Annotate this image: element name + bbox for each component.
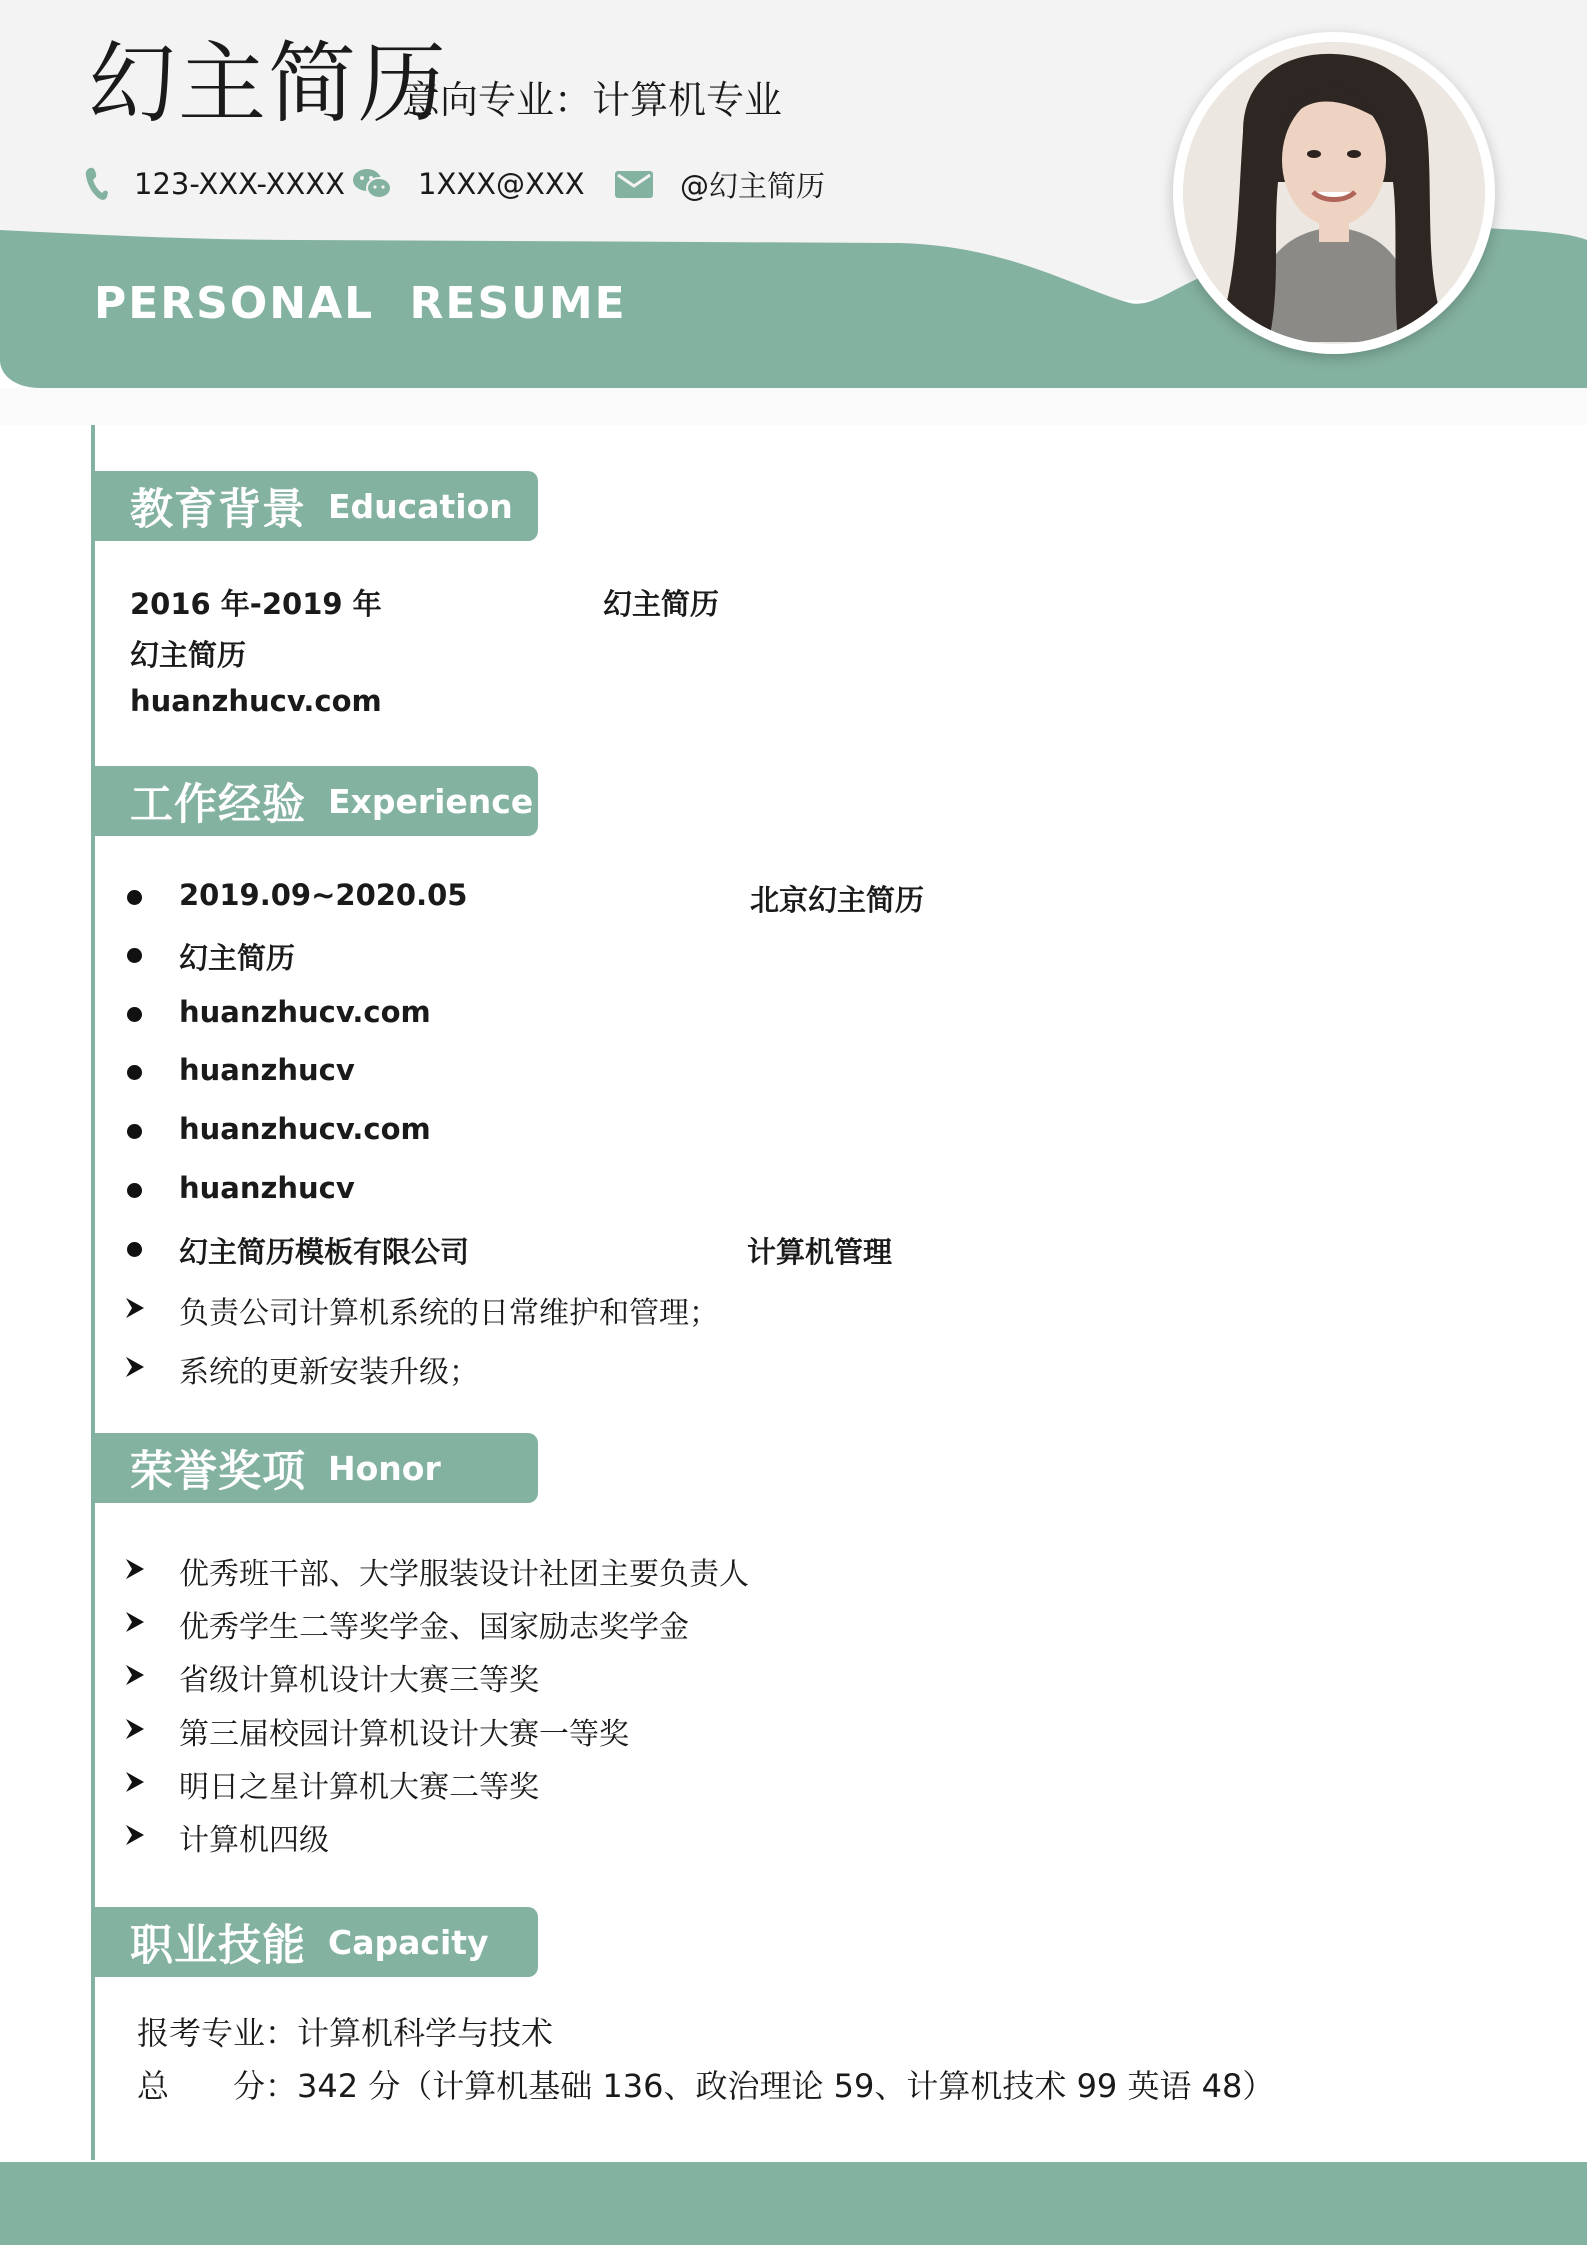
honor-item: 第三届校园计算机设计大赛一等奖: [179, 1717, 629, 1752]
experience-bullet: 幻主简历: [179, 941, 296, 975]
section-header-experience: [94, 766, 538, 836]
arrow-bullet-icon: [125, 1664, 145, 1686]
phone-number: 123-XXX-XXXX: [134, 167, 346, 201]
bullet-dot: [127, 1065, 142, 1080]
arrow-bullet-icon: [125, 1824, 145, 1846]
experience-bullet: huanzhucv: [179, 1053, 355, 1087]
section-header-education: [94, 471, 538, 541]
education-major: 幻主简历: [130, 638, 247, 672]
honor-item: 优秀班干部、大学服装设计社团主要负责人: [179, 1557, 749, 1592]
profile-photo-frame: [1173, 32, 1495, 354]
capacity-major: 报考专业：计算机科学与技术: [137, 2014, 554, 2052]
arrow-bullet-icon: [125, 1771, 145, 1793]
education-school: 幻主简历: [603, 587, 720, 621]
arrow-bullet-icon: [125, 1718, 145, 1740]
experience-period: 2019.09~2020.05: [179, 878, 468, 912]
intended-major: 意向专业：计算机专业: [402, 78, 783, 122]
arrow-bullet-icon: [125, 1297, 145, 1319]
honor-item: 优秀学生二等奖学金、国家励志奖学金: [179, 1610, 689, 1645]
honor-item: 明日之星计算机大赛二等奖: [179, 1770, 539, 1805]
applicant-name: 幻主简历: [88, 32, 449, 135]
section-title-zh: 工作经验: [130, 779, 306, 830]
contact-phone: [84, 164, 345, 204]
bullet-dot: [127, 1242, 142, 1257]
arrow-bullet-icon: [125, 1356, 145, 1378]
banner-title: PERSONAL RESUME: [94, 278, 627, 329]
section-title-en: Experience: [328, 781, 534, 821]
arrow-bullet-icon: [125, 1611, 145, 1633]
contact-wechat: [352, 164, 585, 204]
section-header-capacity: [94, 1907, 538, 1977]
section-title-zh: 职业技能: [130, 1920, 306, 1971]
honor-item: 省级计算机设计大赛三等奖: [179, 1663, 539, 1698]
section-header-honor: [94, 1433, 538, 1503]
section-title-en: Education: [328, 486, 513, 526]
section-title-zh: 荣誉奖项: [130, 1446, 306, 1497]
bullet-dot: [127, 1183, 142, 1198]
mail-icon: [614, 169, 654, 199]
phone-icon: [84, 166, 108, 202]
experience-bullet: huanzhucv.com: [179, 995, 431, 1029]
bullet-dot: [127, 1007, 142, 1022]
portrait-illustration: [1183, 42, 1485, 344]
bullet-dot: [127, 1124, 142, 1139]
timeline-line: [91, 425, 95, 2160]
section-title-en: Honor: [328, 1448, 441, 1488]
education-site: huanzhucv.com: [130, 684, 382, 718]
honor-item: 计算机四级: [179, 1823, 329, 1858]
duty-item: 系统的更新安装升级；: [179, 1355, 479, 1390]
section-title-en: Capacity: [328, 1922, 489, 1962]
arrow-bullet-icon: [125, 1558, 145, 1580]
education-period: 2016 年-2019 年: [130, 587, 382, 621]
profile-photo: [1183, 42, 1485, 344]
experience-company: 北京幻主简历: [750, 883, 925, 917]
bullet-dot: [127, 948, 142, 963]
experience-company2: 幻主简历模板有限公司: [179, 1235, 470, 1269]
contact-email: [614, 164, 825, 204]
experience-bullet: huanzhucv.com: [179, 1112, 431, 1146]
capacity-score: 总 分：342 分（计算机基础 136、政治理论 59、计算机技术 99 英语 48）: [137, 2067, 1275, 2105]
email-address: @幻主简历: [680, 168, 826, 203]
experience-position2: 计算机管理: [747, 1235, 893, 1269]
wechat-id: 1XXX@XXX: [418, 167, 585, 201]
experience-bullet: huanzhucv: [179, 1171, 355, 1205]
bullet-dot: [127, 890, 142, 905]
duty-item: 负责公司计算机系统的日常维护和管理；: [179, 1296, 719, 1331]
section-title-zh: 教育背景: [130, 484, 306, 535]
footer-bar: [0, 2162, 1587, 2245]
wechat-icon: [352, 167, 392, 201]
